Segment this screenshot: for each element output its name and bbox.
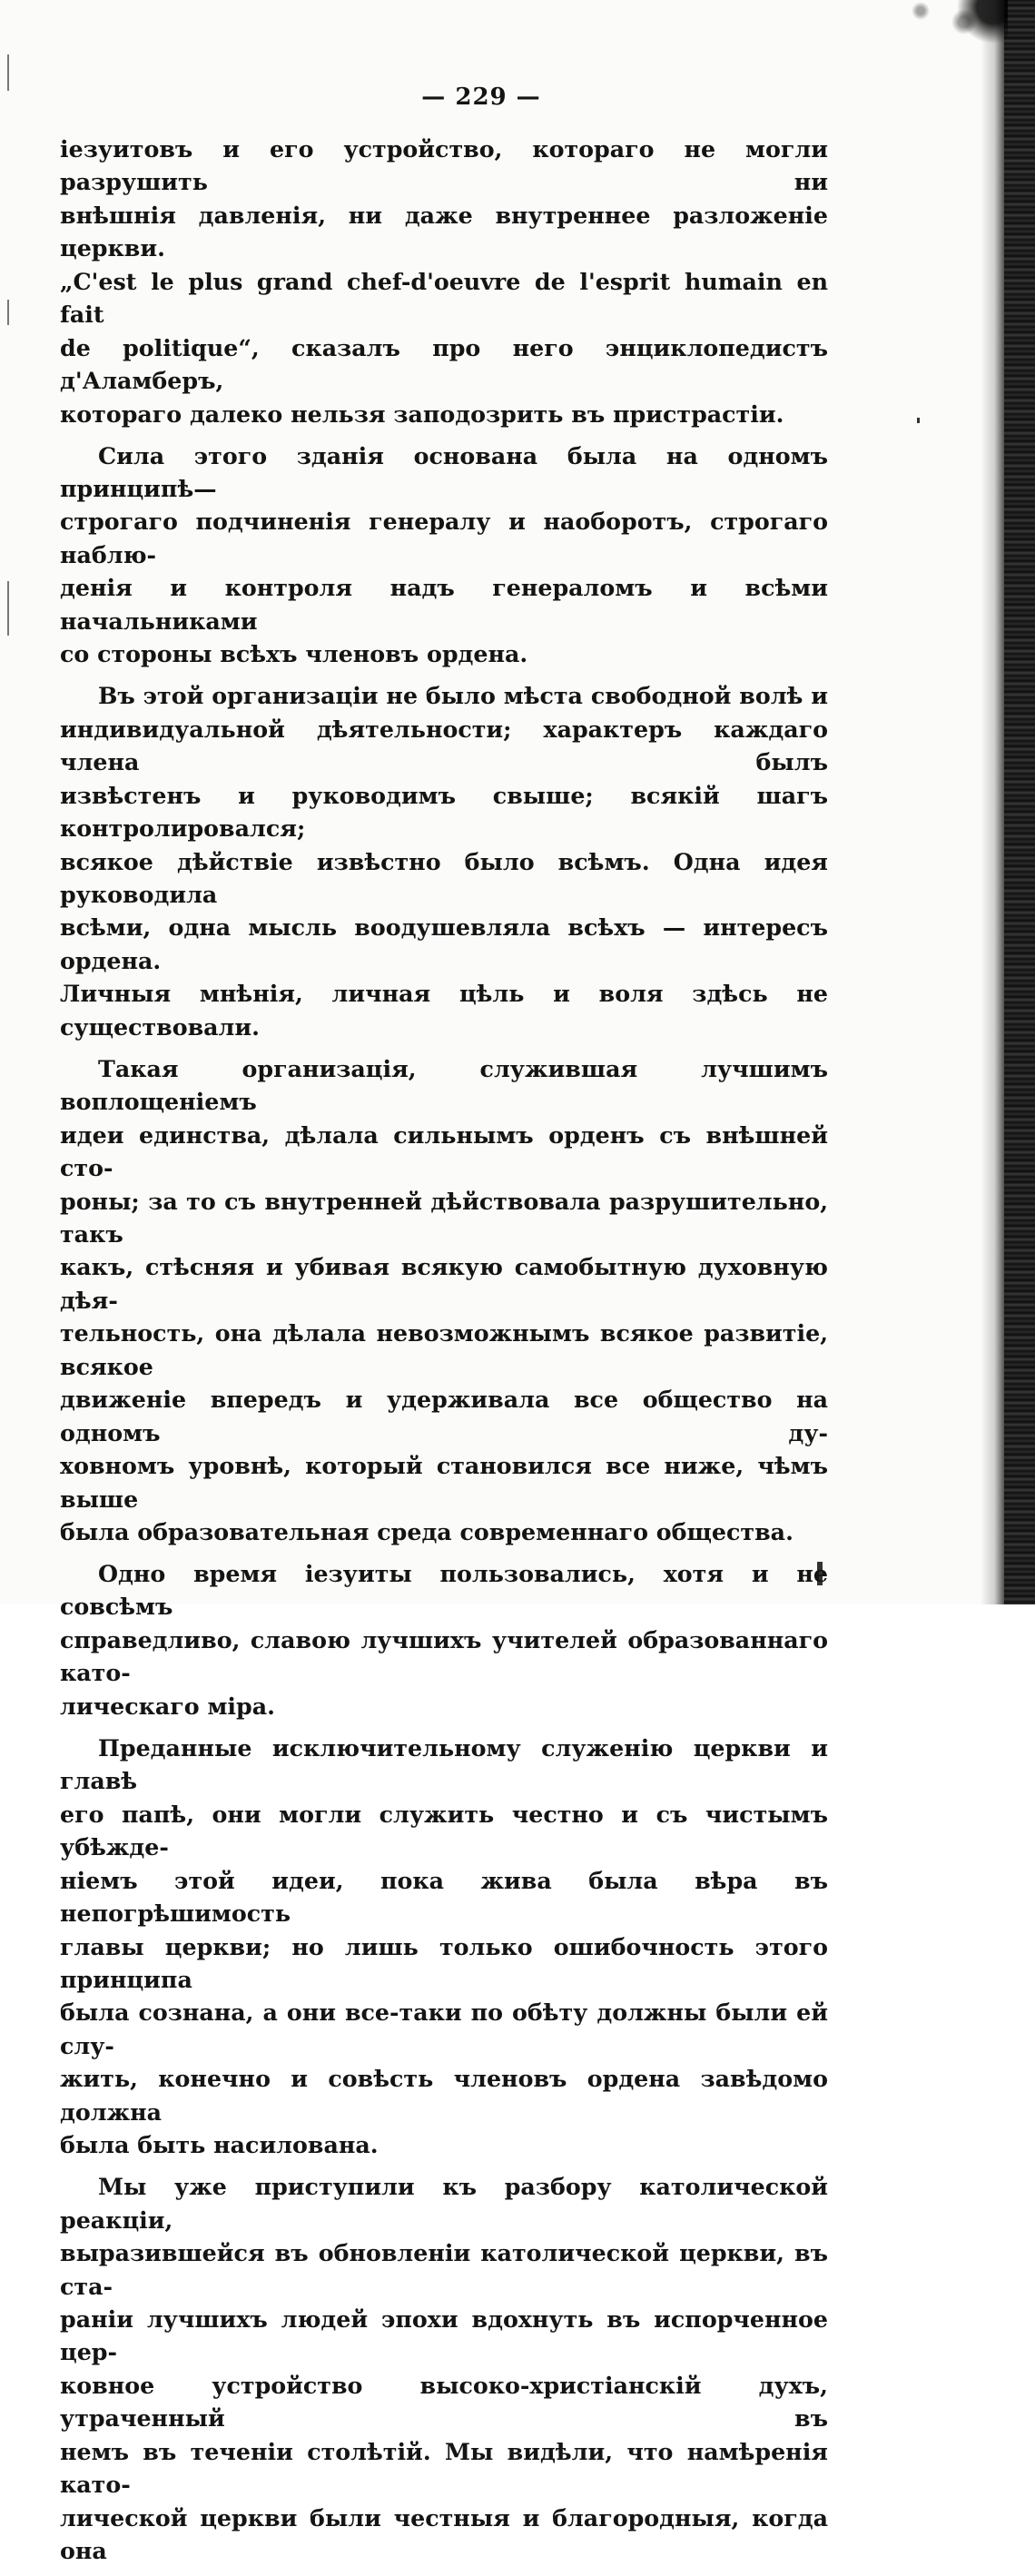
text-line: жить, конечно и совѣсть членовъ ордена завѣдомо должна: [60, 2065, 828, 2126]
text-line: ніемъ этой идеи, пока жива была вѣра въ непогрѣшимость: [60, 1866, 828, 1928]
scan-edge-gradient: [981, 0, 1004, 1604]
text-line: de politique“, сказалъ про него энциклопедистъ д'Аламберъ,: [60, 333, 828, 395]
text-line: ковное устройство высоко-христіанскій духъ, утраченный въ: [60, 2371, 828, 2433]
text-line: ховномъ уровнѣ, который становился все ниже, чѣмъ выше: [60, 1452, 828, 1513]
text-line: Такая организація, служившая лучшимъ воплощеніемъ: [60, 1054, 828, 1116]
text-line: „C'est le plus grand chef-d'oeuvre de l'esprit humain en fait: [60, 267, 828, 329]
text-line: индивидуальной дѣятельности; характеръ каждаго члена былъ: [60, 715, 828, 776]
paragraph: [60, 2170, 828, 2567]
scan-edge-shadow: [1004, 0, 1035, 1604]
paragraph: [60, 1052, 828, 1549]
text-line: была образовательная среда современнаго общества.: [60, 1518, 794, 1546]
text-line: Въ этой организаціи не было мѣста свободной волѣ и: [98, 682, 828, 710]
text-line: идеи единства, дѣлала сильнымъ орденъ съ внѣшней сто-: [60, 1120, 828, 1182]
text-line: Одно время іезуиты пользовались, хотя и не совсѣмъ: [60, 1560, 828, 1621]
text-line: Личныя мнѣнія, личная цѣль и воля здѣсь не существовали.: [60, 980, 828, 1041]
text-line: главы церкви; но лишь только ошибочность этого принципа: [60, 1932, 828, 1993]
text-line: раніи лучшихъ людей эпохи вдохнуть въ испорченное цер-: [60, 2305, 828, 2366]
text-line: немъ въ теченіи столѣтій. Мы видѣли, что намѣренія като-: [60, 2437, 828, 2499]
text-line: роны; за то съ внутренней дѣйствовала разрушительно, такъ: [60, 1187, 828, 1248]
text-line: котораго далеко нельзя заподозрить въ пристрастіи.: [60, 400, 784, 428]
text-line: всѣми, одна мысль воодушевляла всѣхъ — интересъ ордена.: [60, 913, 828, 974]
text-line: всякое дѣйствіе извѣстно было всѣмъ. Одна идея руководила: [60, 847, 828, 908]
body-text: [60, 133, 828, 2576]
text-line: іезуитовъ и его устройство, котораго не могли разрушить ни: [60, 135, 828, 196]
text-line: выразившейся въ обновленіи католической церкви, въ ста-: [60, 2239, 828, 2300]
text-line: лической церкви были честныя и благородныя, когда она: [60, 2503, 828, 2565]
scan-speck: [917, 418, 920, 423]
paragraph: [60, 1732, 828, 2162]
text-line: его папѣ, они могли служить честно и съ чистымъ убѣжде-: [60, 1800, 828, 1861]
text-line: Сила этого зданія основана была на одномъ принципѣ—: [60, 441, 828, 503]
paragraph: [60, 1557, 828, 1722]
text-line: была быть насилована.: [60, 2131, 379, 2159]
paragraph: [60, 439, 828, 671]
text-line: извѣстенъ и руководимъ свыше; всякій шагъ контролировался;: [60, 781, 828, 843]
page-number: — 229 —: [421, 84, 541, 111]
text-line: денія и контроля надъ генераломъ и всѣми начальниками: [60, 574, 828, 635]
text-line: Мы уже приступили къ разбору католической реакціи,: [60, 2173, 828, 2234]
scan-left-mark: [7, 581, 9, 636]
text-line: какъ, стѣсняя и убивая всякую самобытную духовную дѣя-: [60, 1253, 828, 1314]
text-line: тельность, она дѣлала невозможнымъ всякое развитіе, всякое: [60, 1319, 828, 1380]
text-line: справедливо, славою лучшихъ учителей образованнаго като-: [60, 1625, 828, 1687]
text-line: была сознана, а они все-таки по обѣту должны были ей слу-: [60, 1999, 828, 2059]
text-line: лическаго міра.: [60, 1692, 275, 1720]
paragraph: [60, 679, 828, 1043]
text-line: внѣшнія давленія, ни даже внутреннее разложеніе церкви.: [60, 201, 828, 262]
paragraph: [60, 133, 828, 430]
text-line: строгаго подчиненія генералу и наоборотъ, строгаго наблю-: [60, 508, 828, 568]
scan-corner-noise: [862, 0, 1008, 73]
text-line: Преданные исключительному служенію церкви и главѣ: [60, 1733, 828, 1795]
text-line: со стороны всѣхъ членовъ ордена.: [60, 640, 528, 668]
text-line: движеніе впередъ и удерживала все общество на одномъ ду-: [60, 1386, 828, 1446]
scan-left-mark: [7, 300, 9, 325]
